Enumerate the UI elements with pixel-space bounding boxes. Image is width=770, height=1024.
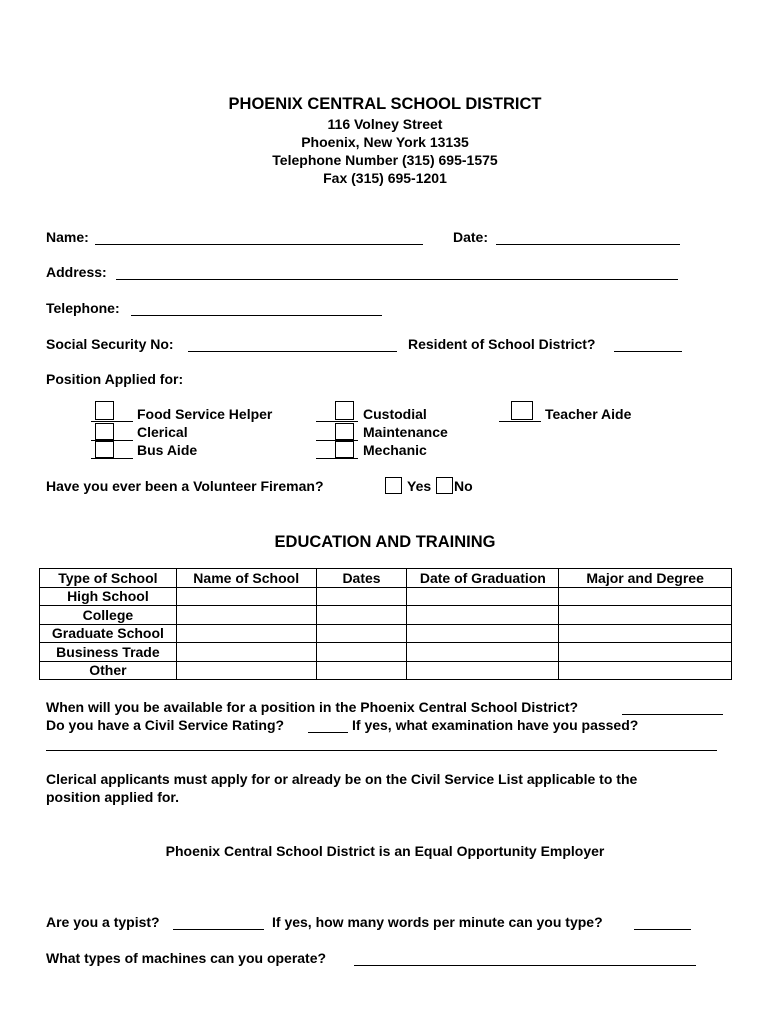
civil-service-question: Do you have a Civil Service Rating? <box>46 717 285 733</box>
resident-label: Resident of School District? <box>408 336 596 352</box>
table-cell[interactable] <box>407 624 559 643</box>
address-label: Address: <box>46 264 107 280</box>
row-label: Graduate School <box>40 624 177 643</box>
civil-service-field[interactable] <box>308 732 348 733</box>
eoe-statement: Phoenix Central School District is an Equal Opportunity Employer <box>165 843 605 859</box>
table-row <box>40 643 732 662</box>
table-cell[interactable] <box>176 661 316 680</box>
civil-service-exam-field[interactable] <box>46 750 717 751</box>
bus-aide-line <box>91 458 133 459</box>
row-label: High School <box>40 587 177 606</box>
mechanic-checkbox[interactable] <box>335 441 354 458</box>
district-street: 116 Volney Street <box>327 116 443 132</box>
district-telephone: Telephone Number (315) 695-1575 <box>272 152 498 168</box>
table-cell[interactable] <box>316 643 407 662</box>
ssn-label: Social Security No: <box>46 336 174 352</box>
table-cell[interactable] <box>559 661 732 680</box>
district-city: Phoenix, New York 13135 <box>301 134 469 150</box>
date-field[interactable] <box>496 244 680 245</box>
name-field[interactable] <box>95 244 423 245</box>
table-cell[interactable] <box>407 606 559 625</box>
fireman-yes-checkbox[interactable] <box>385 477 402 494</box>
table-cell[interactable] <box>559 624 732 643</box>
clerical-note-line-2: position applied for. <box>46 789 179 805</box>
table-header-row <box>40 569 732 588</box>
availability-field[interactable] <box>622 714 723 715</box>
mechanic-label: Mechanic <box>363 442 427 458</box>
food-service-checkbox[interactable] <box>95 401 114 420</box>
telephone-field[interactable] <box>131 315 382 316</box>
table-cell[interactable] <box>176 606 316 625</box>
clerical-note-line-1: Clerical applicants must apply for or already be on the Civil Service List applicable to the <box>46 771 638 787</box>
table-cell[interactable] <box>176 624 316 643</box>
column-header: Dates <box>316 569 407 588</box>
bus-aide-checkbox[interactable] <box>95 441 114 458</box>
column-header: Major and Degree <box>559 569 732 588</box>
position-label: Position Applied for: <box>46 371 184 387</box>
maintenance-checkbox[interactable] <box>335 423 354 440</box>
name-label: Name: <box>46 229 89 245</box>
food-service-line <box>91 421 133 422</box>
district-fax: Fax (315) 695-1201 <box>323 170 447 186</box>
table-cell[interactable] <box>559 587 732 606</box>
clerical-checkbox[interactable] <box>95 423 114 440</box>
table-cell[interactable] <box>176 643 316 662</box>
table-cell[interactable] <box>316 587 407 606</box>
fireman-question: Have you ever been a Volunteer Fireman? <box>46 478 324 494</box>
wpm-field[interactable] <box>634 929 691 930</box>
table-cell[interactable] <box>316 606 407 625</box>
teacher-aide-label: Teacher Aide <box>545 406 632 422</box>
row-label: College <box>40 606 177 625</box>
date-label: Date: <box>453 229 489 245</box>
column-header: Date of Graduation <box>407 569 559 588</box>
table-row <box>40 606 732 625</box>
address-field[interactable] <box>116 279 678 280</box>
custodial-checkbox[interactable] <box>335 401 354 420</box>
table-cell[interactable] <box>176 587 316 606</box>
bus-aide-label: Bus Aide <box>137 442 198 458</box>
teacher-aide-checkbox[interactable] <box>511 401 533 420</box>
custodial-line <box>316 421 358 422</box>
civil-service-exam-question: If yes, what examination have you passed? <box>352 717 639 733</box>
machines-field[interactable] <box>354 965 696 966</box>
machines-question: What types of machines can you operate? <box>46 950 327 966</box>
typist-field[interactable] <box>173 929 264 930</box>
wpm-question: If yes, how many words per minute can you type? <box>272 914 603 930</box>
availability-question: When will you be available for a position in the Phoenix Central School District? <box>46 699 579 715</box>
row-label: Business Trade <box>40 643 177 662</box>
fireman-yes-label: Yes <box>407 478 432 494</box>
education-table <box>39 568 732 680</box>
mechanic-line <box>316 458 358 459</box>
column-header: Type of School <box>40 569 177 588</box>
food-service-label: Food Service Helper <box>137 406 273 422</box>
column-header: Name of School <box>176 569 316 588</box>
table-row <box>40 661 732 680</box>
custodial-label: Custodial <box>363 406 427 422</box>
table-cell[interactable] <box>407 661 559 680</box>
table-cell[interactable] <box>407 643 559 662</box>
ssn-field[interactable] <box>188 351 397 352</box>
fireman-no-label: No <box>454 478 473 494</box>
telephone-label: Telephone: <box>46 300 120 316</box>
resident-field[interactable] <box>614 351 682 352</box>
education-heading: EDUCATION AND TRAINING <box>274 533 496 551</box>
table-row <box>40 624 732 643</box>
table-cell[interactable] <box>316 624 407 643</box>
district-title: PHOENIX CENTRAL SCHOOL DISTRICT <box>228 95 542 113</box>
table-cell[interactable] <box>316 661 407 680</box>
clerical-label: Clerical <box>137 424 188 440</box>
typist-question: Are you a typist? <box>46 914 160 930</box>
table-row <box>40 587 732 606</box>
teacher-aide-line <box>499 421 541 422</box>
maintenance-label: Maintenance <box>363 424 448 440</box>
table-cell[interactable] <box>559 606 732 625</box>
table-cell[interactable] <box>407 587 559 606</box>
fireman-no-checkbox[interactable] <box>436 477 453 494</box>
table-cell[interactable] <box>559 643 732 662</box>
row-label: Other <box>40 661 177 680</box>
